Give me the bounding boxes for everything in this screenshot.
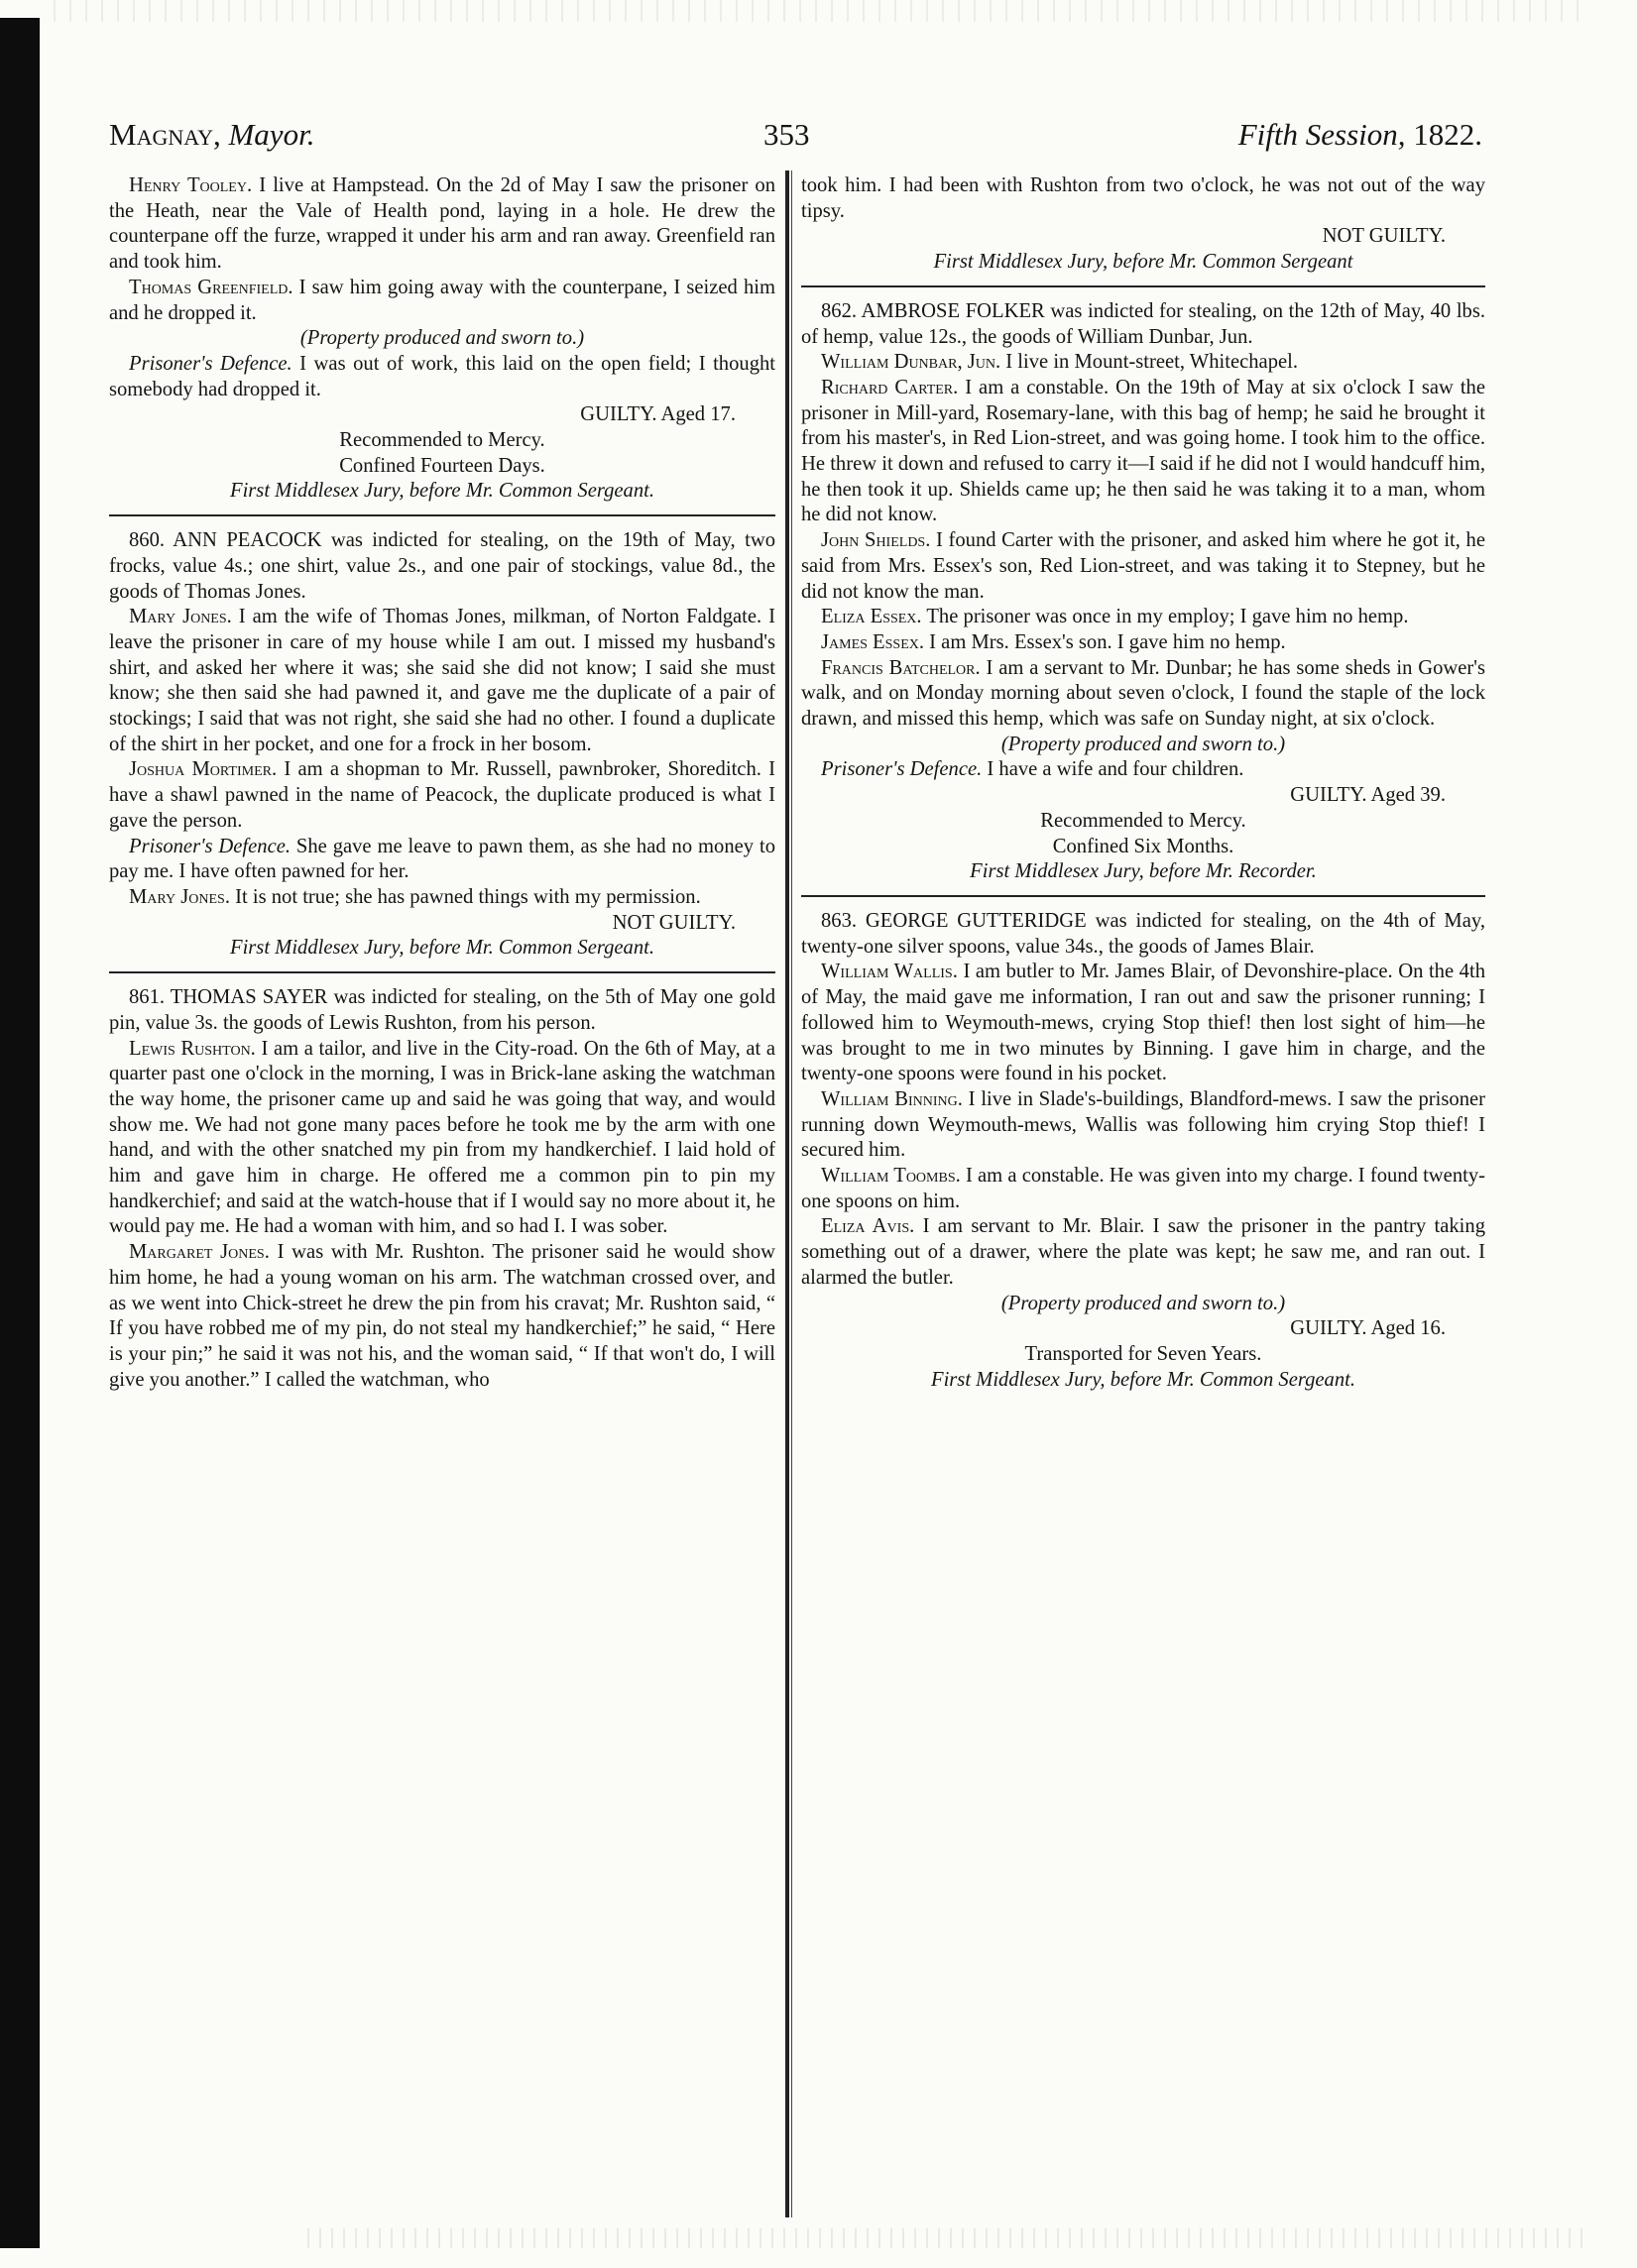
- paragraph: [801, 1368, 1485, 1394]
- paragraph-text: I live at Hampstead. On the 2d of May I saw the prisoner on the Heath, near the Vale of Health pond, laying in a hole. He drew the counterpane off the furze, wrapped it under his arm and ran away. Greenfield ran and took him.: [109, 174, 775, 274]
- speaker-name: William Binning.: [821, 1087, 963, 1110]
- paragraph-text: First Middlesex Jury, before Mr. Common Sergeant.: [229, 480, 654, 503]
- paragraph-text: GUILTY. Aged 16.: [1290, 1317, 1446, 1340]
- paragraph: [801, 909, 1485, 960]
- paragraph-text: First Middlesex Jury, before Mr. Common Sergeant.: [930, 1368, 1355, 1391]
- paragraph: [801, 809, 1485, 835]
- header-mayor: [109, 117, 314, 153]
- paragraph-text: First Middlesex Jury, before Mr. Recorder.: [970, 860, 1317, 883]
- paragraph: [801, 173, 1485, 224]
- paragraph-text: I am a shopman to Mr. Russell, pawnbroker, Shoreditch. I have a shawl pawned in the name of Peacock, the duplicate produced is what I gave the person.: [109, 758, 775, 832]
- paragraph: [801, 299, 1485, 350]
- paragraph-text: NOT GUILTY.: [612, 911, 736, 934]
- speaker-name: Francis Batchelor.: [821, 656, 981, 679]
- paragraph-text: She gave me leave to pawn them, as she had no money to pay me. I have often pawned for her.: [109, 835, 775, 883]
- paragraph: [109, 911, 775, 937]
- paragraph-text: I live in Slade's-buildings, Blandford-mews. I saw the prisoner running down Weymouth-mews, Wallis was following him crying Stop thief! I secured him.: [801, 1087, 1485, 1162]
- paragraph-text: NOT GUILTY.: [1322, 225, 1446, 248]
- paragraph: [109, 428, 775, 454]
- paragraph-text: 862. AMBROSE FOLKER was indicted for stealing, on the 12th of May, 40 lbs. of hemp, value 12s., the goods of William Dunbar, Jun.: [801, 299, 1485, 348]
- paragraph: [109, 454, 775, 480]
- paragraph-text: The prisoner was once in my employ; I gave him no hemp.: [921, 606, 1409, 628]
- paragraph-text: Recommended to Mercy.: [1040, 809, 1246, 832]
- running-header: [109, 109, 1482, 159]
- column-divider: [785, 170, 789, 2217]
- defence-label: Prisoner's Defence.: [129, 352, 292, 375]
- paragraph-text: took him. I had been with Rushton from two o'clock, he was not out of the way tipsy.: [801, 174, 1485, 222]
- paragraph: [801, 859, 1485, 885]
- paragraph: [109, 352, 775, 402]
- paragraph: [801, 1214, 1485, 1291]
- paragraph-text: 860. ANN PEACOCK was indicted for stealing, on the 19th of May, two frocks, value 4s.; one shirt, value 2s., and one pair of stockings, value 8d., the goods of Thomas Jones.: [109, 529, 775, 603]
- speaker-name: James Essex.: [821, 630, 925, 653]
- header-title: Mayor.: [228, 117, 315, 152]
- paragraph-text: I am Mrs. Essex's son. I gave him no hemp.: [924, 630, 1286, 653]
- paragraph: [801, 350, 1485, 376]
- paragraph: [109, 936, 775, 962]
- speaker-name: Lewis Rushton.: [129, 1037, 256, 1060]
- speaker-name: Henry Tooley.: [129, 174, 253, 196]
- header-session: [1238, 117, 1482, 153]
- speaker-name: William Wallis.: [821, 961, 958, 983]
- column-divider-thin: [791, 170, 792, 2217]
- paragraph: [109, 757, 775, 834]
- page-number: 353: [763, 117, 810, 152]
- paragraph: [801, 733, 1485, 758]
- paragraph: [801, 250, 1485, 276]
- scan-noise-top: [40, 0, 1586, 22]
- speaker-name: Eliza Essex.: [821, 606, 922, 628]
- paragraph: [109, 1037, 775, 1241]
- paragraph: [801, 630, 1485, 656]
- speaker-name: John Shields.: [821, 529, 931, 552]
- section-rule: [801, 895, 1485, 897]
- paragraph-text: Recommended to Mercy.: [339, 429, 545, 452]
- paragraph: [109, 173, 775, 276]
- paragraph-text: I saw him going away with the counterpane, I seized him and he dropped it.: [109, 276, 775, 324]
- paragraph-text: I have a wife and four children.: [982, 758, 1244, 781]
- paragraph: [109, 835, 775, 885]
- left-column: [109, 173, 775, 1393]
- paragraph: [801, 605, 1485, 630]
- section-rule: [801, 285, 1485, 287]
- paragraph: [109, 276, 775, 326]
- paragraph: [801, 960, 1485, 1087]
- paragraph-text: I am a tailor, and live in the City-road. On the 6th of May, at a quarter past one o'clock in the morning, I was in Brick-lane asking the watchman the way home, the prisoner came up and said he was going that way, and would show me. We had not gone many paces before he took me by the arm with one hand, and with the other snatched my pin from my handkerchief. I laid hold of him and gave him in charge. He offered me a common pin to pin my handkerchief; and said at the watch-house that if I would say no more about it, he would pay me. He had a woman with him, and so had I. I was sober.: [109, 1037, 776, 1238]
- scan-noise-bottom: [297, 2228, 1586, 2248]
- paragraph: [801, 656, 1485, 733]
- paragraph: [801, 1087, 1485, 1164]
- paragraph: [801, 224, 1485, 250]
- paragraph: [109, 985, 775, 1036]
- paragraph-text: (Property produced and sworn to.): [299, 327, 585, 350]
- paragraph: [109, 326, 775, 352]
- paragraph: [109, 479, 775, 505]
- paragraph-text: Confined Fourteen Days.: [339, 454, 545, 477]
- paragraph-text: GUILTY. Aged 39.: [1290, 784, 1446, 807]
- right-column: [801, 173, 1485, 1393]
- paragraph-text: I am a servant to Mr. Dunbar; he has some sheds in Gower's walk, and on Monday morning about seven o'clock, I found the staple of the lock drawn, and missed this hemp, which was safe on Sunday night, at six o'clock.: [801, 656, 1485, 731]
- paragraph: [109, 528, 775, 605]
- paragraph-text: 863. GEORGE GUTTERIDGE was indicted for stealing, on the 4th of May, twenty-one silver spoons, value 34s., the goods of James Blair.: [801, 909, 1485, 958]
- speaker-name: William Toombs.: [821, 1165, 961, 1188]
- paragraph-text: I am the wife of Thomas Jones, milkman, of Norton Faldgate. I leave the prisoner in care of my house while I am out. I missed my husband's shirt, and asked her where it was; she said she did not know; I said she must know; she then said she had pawned it, and gave me the duplicate of a pair of stockings; I said that was not right, she said she had no other. I found a duplicate of the shirt in her pocket, and one for a frock in her bosom.: [109, 606, 776, 755]
- paragraph-text: I am butler to Mr. James Blair, of Devonshire-place. On the 4th of May, the maid gave me information, I ran out and saw the prisoner running; I followed him to Weymouth-mews, crying Stop thief! then lost sight of him—he was brought to me in two minutes by Binning. I gave him in charge, and the twenty-one spoons were found in his pocket.: [801, 961, 1485, 1085]
- paragraph: [109, 885, 775, 911]
- header-session-label: Fifth Session,: [1237, 117, 1406, 152]
- speaker-name: Joshua Mortimer.: [129, 758, 278, 781]
- section-rule: [109, 971, 775, 973]
- header-name: Magnay,: [109, 117, 221, 152]
- paragraph-text: I am a constable. He was given into my charge. I found twenty-one spoons on him.: [801, 1165, 1485, 1212]
- binding-edge: [0, 18, 40, 2248]
- defence-label: Prisoner's Defence.: [129, 835, 291, 857]
- paragraph: [801, 835, 1485, 860]
- paragraph: [109, 402, 775, 428]
- paragraph: [109, 1240, 775, 1393]
- paragraph-text: I found Carter with the prisoner, and asked him where he got it, he said from Mrs. Essex's son, Red Lion-street, and was taking it to Stepney, but he did not know the man.: [801, 529, 1485, 603]
- paragraph-text: I live in Mount-street, Whitechapel.: [1000, 351, 1298, 374]
- paragraph: [801, 783, 1485, 809]
- paragraph-text: 861. THOMAS SAYER was indicted for stealing, on the 5th of May one gold pin, value 3s. the goods of Lewis Rushton, from his person.: [109, 986, 775, 1034]
- paragraph: [801, 757, 1485, 783]
- speaker-name: Thomas Greenfield.: [129, 276, 293, 298]
- paragraph-text: I am servant to Mr. Blair. I saw the prisoner in the pantry taking something out of a drawer, where the plate was kept; he saw me, and ran out. I alarmed the butler.: [801, 1215, 1485, 1289]
- defence-label: Prisoner's Defence.: [821, 758, 983, 781]
- paragraph: [801, 1316, 1485, 1342]
- paragraph: [801, 1342, 1485, 1368]
- paragraph-text: It is not true; she has pawned things with my permission.: [229, 885, 701, 908]
- paragraph: [109, 605, 775, 757]
- paragraph-text: Confined Six Months.: [1052, 835, 1234, 857]
- header-year: 1822.: [1413, 117, 1482, 152]
- paragraph-text: I was out of work, this laid on the open field; I thought somebody had dropped it.: [109, 352, 776, 400]
- speaker-name: William Dunbar, Jun.: [821, 351, 1001, 374]
- paragraph-text: Transported for Seven Years.: [1024, 1342, 1262, 1365]
- paragraph-text: (Property produced and sworn to.): [1000, 733, 1286, 755]
- speaker-name: Richard Carter.: [821, 376, 959, 398]
- paragraph: [801, 1292, 1485, 1317]
- paragraph-text: First Middlesex Jury, before Mr. Common Sergeant: [933, 251, 1353, 274]
- paragraph-text: I am a constable. On the 19th of May at six o'clock I saw the prisoner in Mill-yard, Rosemary-lane, with this bag of hemp; he said he brought it from his master's, in Red Lion-street, and was going home. I took him to the office. He threw it down and refused to carry it—I said if he did not I would handcuff him, he then took it up. Shields came up; he then said he was taking it to a man, whom he did not know.: [801, 376, 1485, 526]
- paragraph-text: (Property produced and sworn to.): [1000, 1292, 1286, 1314]
- speaker-name: Eliza Avis.: [821, 1215, 915, 1238]
- paragraph: [801, 1164, 1485, 1214]
- paragraph: [801, 528, 1485, 605]
- section-rule: [109, 514, 775, 516]
- paragraph-text: GUILTY. Aged 17.: [580, 403, 736, 426]
- speaker-name: Mary Jones.: [129, 885, 230, 908]
- paragraph: [801, 376, 1485, 528]
- speaker-name: Mary Jones.: [129, 606, 232, 628]
- speaker-name: Margaret Jones.: [129, 1241, 270, 1264]
- paragraph-text: I was with Mr. Rushton. The prisoner said he would show him home, he had a young woman on his arm. The watchman crossed over, and as we went into Chick-street he drew the pin from his cravat; Mr. Rushton said, “ If you have robbed me of my pin, do not steal my handkerchief;” he said, “ Here is your pin;” he said it was not his, and the woman said, “ If that won't do, I will give you another.” I called the watchman, who: [109, 1241, 775, 1391]
- paragraph-text: First Middlesex Jury, before Mr. Common Sergeant.: [229, 937, 654, 960]
